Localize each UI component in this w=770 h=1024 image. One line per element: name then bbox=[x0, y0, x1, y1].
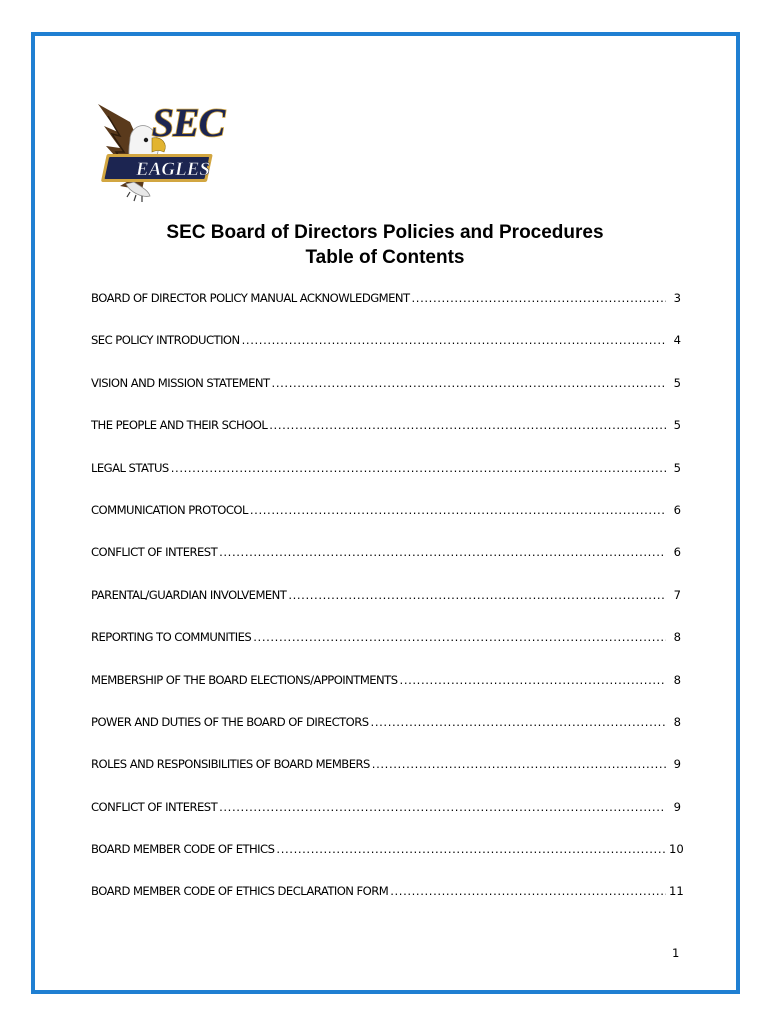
toc-entry-label[interactable]: CONFLICT OF INTEREST bbox=[91, 545, 218, 560]
toc-entry-page-number[interactable]: 6 bbox=[673, 502, 681, 517]
toc-entry-page-number[interactable]: 5 bbox=[673, 375, 681, 390]
toc-entry-label[interactable]: CONFLICT OF INTEREST bbox=[91, 799, 218, 814]
toc-entry-page-number[interactable]: 3 bbox=[673, 291, 681, 305]
table-of-contents bbox=[91, 291, 684, 927]
toc-entry-page-number[interactable]: 8 bbox=[673, 630, 681, 645]
toc-entry-label[interactable]: POWER AND DUTIES OF THE BOARD OF DIRECTORS bbox=[91, 714, 369, 729]
toc-heading: Table of Contents bbox=[305, 247, 465, 268]
toc-entry-label[interactable]: BOARD OF DIRECTOR POLICY MANUAL ACKNOWLEDGMENT bbox=[91, 291, 410, 305]
toc-entry-page-number[interactable]: 11 bbox=[669, 884, 684, 899]
toc-entry-label[interactable]: MEMBERSHIP OF THE BOARD ELECTIONS/APPOINTMENTS bbox=[91, 672, 398, 687]
toc-entry[interactable] bbox=[91, 630, 681, 672]
toc-entry[interactable] bbox=[91, 588, 681, 630]
toc-entry-label[interactable]: BOARD MEMBER CODE OF ETHICS DECLARATION FORM bbox=[91, 884, 389, 899]
toc-entry[interactable] bbox=[91, 842, 684, 884]
toc-dot-leader bbox=[400, 673, 666, 687]
toc-entry-page-number[interactable]: 10 bbox=[669, 842, 684, 857]
eagle-logo-graphic bbox=[90, 92, 230, 204]
toc-entry-label[interactable]: THE PEOPLE AND THEIR SCHOOL bbox=[91, 418, 268, 433]
toc-entry-page-number[interactable]: 5 bbox=[673, 418, 681, 433]
toc-dot-leader bbox=[272, 376, 666, 390]
toc-dot-leader bbox=[219, 545, 666, 559]
toc-entry-label[interactable]: COMMUNICATION PROTOCOL bbox=[91, 502, 248, 517]
logo-text-eagles: EAGLES bbox=[136, 159, 210, 180]
toc-dot-leader bbox=[242, 333, 666, 347]
toc-entry[interactable] bbox=[91, 503, 681, 545]
toc-entry[interactable] bbox=[91, 418, 681, 460]
toc-entry-label[interactable]: SEC POLICY INTRODUCTION bbox=[91, 333, 240, 348]
toc-entry-label[interactable]: PARENTAL/GUARDIAN INVOLVEMENT bbox=[91, 587, 287, 602]
toc-dot-leader bbox=[219, 800, 666, 814]
toc-entry[interactable] bbox=[91, 333, 681, 375]
toc-entry[interactable] bbox=[91, 757, 681, 799]
sec-eagles-logo bbox=[90, 92, 230, 204]
toc-entry-page-number[interactable]: 5 bbox=[673, 460, 681, 475]
toc-entry-page-number[interactable]: 9 bbox=[673, 757, 681, 772]
toc-entry-page-number[interactable]: 6 bbox=[673, 545, 681, 560]
eagle-talons bbox=[126, 182, 150, 196]
toc-dot-leader bbox=[371, 715, 666, 729]
toc-entry[interactable] bbox=[91, 673, 681, 715]
toc-dot-leader bbox=[171, 461, 666, 475]
toc-dot-leader bbox=[390, 884, 666, 898]
document-title: SEC Board of Directors Policies and Procedures bbox=[166, 222, 604, 243]
toc-entry-page-number[interactable]: 8 bbox=[673, 672, 681, 687]
toc-entry-label[interactable]: LEGAL STATUS bbox=[91, 460, 169, 475]
logo-text-sec: SEC bbox=[151, 100, 225, 145]
toc-entry[interactable] bbox=[91, 715, 681, 757]
toc-entry[interactable] bbox=[91, 884, 684, 926]
toc-dot-leader bbox=[372, 757, 666, 771]
toc-dot-leader bbox=[250, 503, 666, 517]
toc-entry[interactable] bbox=[91, 461, 681, 503]
toc-entry[interactable] bbox=[91, 800, 681, 842]
toc-entry[interactable] bbox=[91, 376, 681, 418]
toc-dot-leader bbox=[412, 291, 666, 305]
toc-entry[interactable] bbox=[91, 291, 681, 333]
page-number: 1 bbox=[672, 946, 680, 960]
toc-entry-page-number[interactable]: 7 bbox=[673, 587, 681, 602]
toc-entry-label[interactable]: VISION AND MISSION STATEMENT bbox=[91, 375, 270, 390]
toc-entry-label[interactable]: REPORTING TO COMMUNITIES bbox=[91, 630, 252, 645]
toc-entry-label[interactable]: ROLES AND RESPONSIBILITIES OF BOARD MEMBERS bbox=[91, 757, 370, 772]
toc-entry-page-number[interactable]: 8 bbox=[673, 714, 681, 729]
toc-entry-page-number[interactable]: 4 bbox=[673, 333, 681, 348]
toc-dot-leader bbox=[276, 842, 666, 856]
toc-entry[interactable] bbox=[91, 545, 681, 587]
toc-dot-leader bbox=[269, 418, 666, 432]
toc-dot-leader bbox=[288, 588, 666, 602]
toc-entry-label[interactable]: BOARD MEMBER CODE OF ETHICS bbox=[91, 842, 275, 857]
toc-dot-leader bbox=[253, 630, 666, 644]
toc-entry-page-number[interactable]: 9 bbox=[673, 799, 681, 814]
